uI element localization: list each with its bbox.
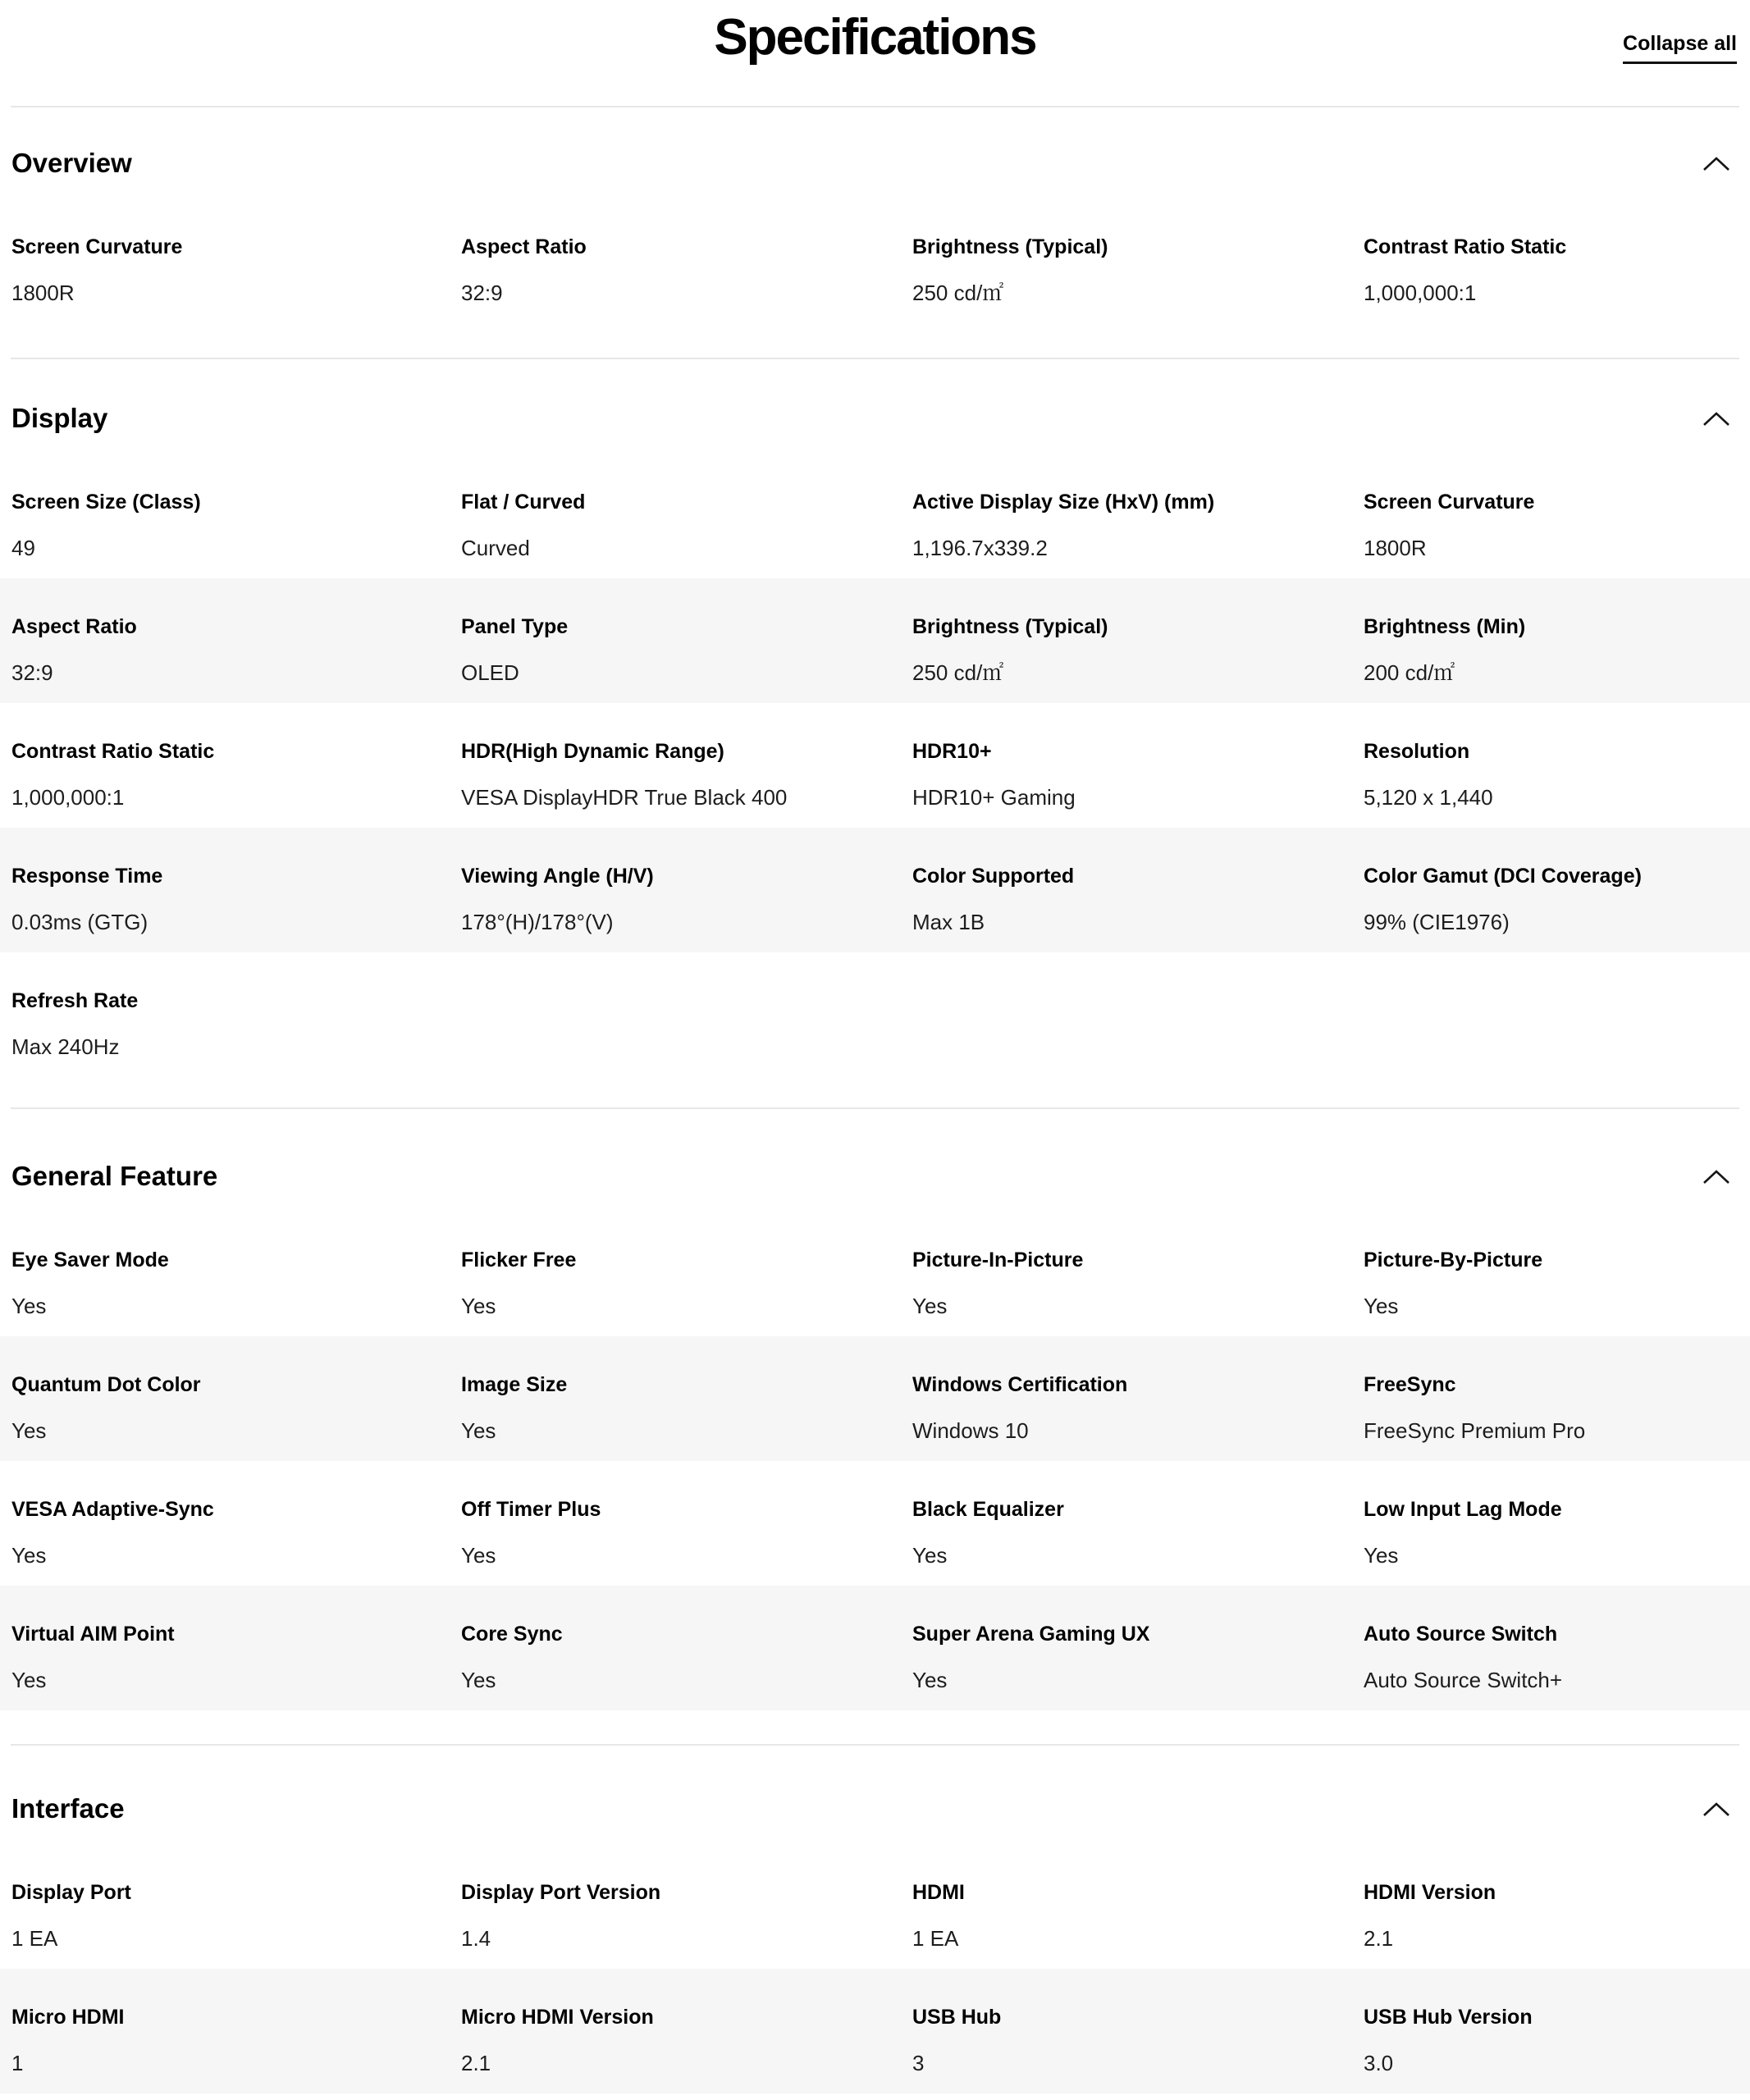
spec-row (0, 1844, 1750, 1969)
spec-cell (1364, 1372, 1739, 1461)
spec-value: Max 240Hz (11, 1034, 120, 1059)
spec-label: Screen Curvature (11, 235, 183, 258)
spec-value: OLED (461, 660, 519, 685)
spec-label: Flat / Curved (461, 491, 586, 514)
spec-label: Micro HDMI (11, 2006, 125, 2029)
spec-cell (461, 864, 912, 952)
section-header (0, 1162, 1750, 1190)
spec-label: Picture-By-Picture (1364, 1249, 1543, 1271)
spec-label: Panel Type (461, 615, 569, 638)
spec-label: Screen Curvature (1364, 491, 1535, 514)
spec-cell (912, 1880, 1364, 1969)
spec-cell (912, 1622, 1364, 1710)
specs-page-header (0, 0, 1750, 106)
spec-value: 200 cd/㎡ (1364, 660, 1455, 685)
spec-cell (461, 490, 912, 578)
spec-label: Contrast Ratio Static (1364, 235, 1567, 258)
spec-label: Resolution (1364, 740, 1470, 763)
spec-row (0, 578, 1750, 703)
spec-row (0, 1336, 1750, 1461)
spec-row (0, 1969, 1750, 2093)
spec-cell (11, 988, 461, 1077)
spec-value: 178°(H)/178°(V) (461, 910, 614, 934)
divider (11, 358, 1739, 359)
spec-value: VESA DisplayHDR True Black 400 (461, 785, 788, 810)
spec-label: Flicker Free (461, 1249, 577, 1271)
spec-cell (912, 2005, 1364, 2093)
spec-label: Eye Saver Mode (11, 1249, 169, 1271)
spec-label: Virtual AIM Point (11, 1623, 175, 1646)
section-title: General Feature (11, 1161, 218, 1191)
spec-label: Brightness (Typical) (912, 235, 1108, 258)
spec-value: 1 (11, 2051, 24, 2075)
spec-cell (912, 614, 1364, 703)
spec-value: 5,120 x 1,440 (1364, 785, 1493, 810)
collapse-section-button[interactable] (1702, 1169, 1730, 1185)
spec-cell (1364, 2005, 1739, 2093)
spec-row (0, 828, 1750, 952)
chevron-up-icon (1702, 1801, 1730, 1817)
spec-value: Yes (912, 1543, 948, 1568)
spec-value: 1 EA (11, 1926, 58, 1951)
spec-cell (461, 235, 912, 323)
spec-cell (11, 1880, 461, 1969)
chevron-up-icon (1702, 1169, 1730, 1185)
spec-cell (912, 1248, 1364, 1336)
spec-cell (461, 1248, 912, 1336)
spec-row (0, 703, 1750, 828)
spec-value: 2.1 (461, 2051, 491, 2075)
spec-label: Picture-In-Picture (912, 1249, 1084, 1271)
collapse-section-button[interactable] (1702, 411, 1730, 427)
spec-cell (912, 235, 1364, 323)
spec-row (0, 199, 1750, 323)
spec-cell (11, 235, 461, 323)
spec-label: USB Hub (912, 2006, 1002, 2029)
spec-row (0, 454, 1750, 578)
spec-cell (461, 1880, 912, 1969)
spec-label: Color Gamut (DCI Coverage) (1364, 865, 1642, 888)
spec-cell (1364, 864, 1739, 952)
section-title: Overview (11, 148, 132, 178)
spec-value: 1.4 (461, 1926, 491, 1951)
spec-value: Yes (11, 1418, 47, 1443)
divider (11, 106, 1739, 107)
spec-value: FreeSync Premium Pro (1364, 1418, 1586, 1443)
spec-cell (461, 1372, 912, 1461)
spec-cell (1364, 614, 1739, 703)
spec-cell (461, 2005, 912, 2093)
spec-label: Contrast Ratio Static (11, 740, 215, 763)
spec-value: 1800R (11, 281, 75, 305)
spec-cell (11, 490, 461, 578)
spec-cell (11, 1622, 461, 1710)
spec-cell (1364, 1497, 1739, 1586)
spec-label: Quantum Dot Color (11, 1373, 201, 1396)
spec-label: Low Input Lag Mode (1364, 1498, 1562, 1521)
spec-cell (1364, 1622, 1739, 1710)
spec-label: Response Time (11, 865, 163, 888)
spec-label: Display Port Version (461, 1881, 661, 1904)
page-title: Specifications (714, 9, 1036, 66)
spec-row (0, 1461, 1750, 1586)
spec-value: 1,000,000:1 (11, 785, 125, 810)
spec-value: 1,196.7x339.2 (912, 536, 1048, 560)
spec-value: Yes (912, 1294, 948, 1318)
spec-cell (461, 1497, 912, 1586)
spec-rows (0, 199, 1750, 323)
spec-value: Auto Source Switch+ (1364, 1668, 1563, 1692)
spec-cell (1364, 1880, 1739, 1969)
spec-label: Micro HDMI Version (461, 2006, 654, 2029)
spec-cell (461, 739, 912, 828)
spec-label: HDMI (912, 1881, 965, 1904)
spec-value: Yes (912, 1668, 948, 1692)
spec-label: Active Display Size (HxV) (mm) (912, 491, 1215, 514)
spec-label: Color Supported (912, 865, 1075, 888)
spec-rows (0, 454, 1750, 1077)
section-header (0, 149, 1750, 177)
spec-rows (0, 1212, 1750, 1710)
spec-cell (461, 614, 912, 703)
spec-value: 2.1 (1364, 1926, 1394, 1951)
spec-cell (11, 1372, 461, 1461)
section-interface (0, 1795, 1750, 2093)
spec-value: Yes (11, 1543, 47, 1568)
spec-value: 99% (CIE1976) (1364, 910, 1510, 934)
chevron-up-icon (1702, 156, 1730, 171)
spec-rows (0, 1844, 1750, 2093)
spec-value: Curved (461, 536, 530, 560)
spec-value: 3.0 (1364, 2051, 1394, 2075)
spec-value: 1 EA (912, 1926, 959, 1951)
spec-value: 250 cd/㎡ (912, 660, 1004, 685)
spec-cell (1364, 1248, 1739, 1336)
spec-cell (1364, 739, 1739, 828)
section-header (0, 1795, 1750, 1823)
spec-label: Viewing Angle (H/V) (461, 865, 654, 888)
spec-row (0, 1212, 1750, 1336)
section-title: Interface (11, 1793, 125, 1824)
spec-value: Yes (461, 1418, 496, 1443)
spec-cell (11, 1248, 461, 1336)
divider (11, 1107, 1739, 1109)
spec-cell (912, 1497, 1364, 1586)
spec-value: Yes (461, 1543, 496, 1568)
section-title: Display (11, 403, 108, 433)
spec-value: Yes (1364, 1543, 1399, 1568)
spec-label: Super Arena Gaming UX (912, 1623, 1150, 1646)
spec-cell (11, 614, 461, 703)
section-general-feature (0, 1162, 1750, 1710)
spec-label: Aspect Ratio (461, 235, 587, 258)
chevron-up-icon (1702, 411, 1730, 427)
spec-label: Display Port (11, 1881, 131, 1904)
spec-value: 1800R (1364, 536, 1427, 560)
spec-row (0, 1586, 1750, 1710)
section-header (0, 404, 1750, 432)
section-display (0, 404, 1750, 1077)
spec-value: Windows 10 (912, 1418, 1029, 1443)
spec-label: Core Sync (461, 1623, 563, 1646)
spec-label: Windows Certification (912, 1373, 1128, 1396)
spec-cell (11, 739, 461, 828)
spec-label: Brightness (Min) (1364, 615, 1526, 638)
spec-label: USB Hub Version (1364, 2006, 1533, 2029)
spec-value: 32:9 (11, 660, 53, 685)
spec-value: Yes (11, 1294, 47, 1318)
spec-cell (912, 490, 1364, 578)
spec-label: Screen Size (Class) (11, 491, 201, 514)
spec-cell (912, 1372, 1364, 1461)
spec-value: Yes (461, 1294, 496, 1318)
spec-label: HDMI Version (1364, 1881, 1496, 1904)
spec-value: 1,000,000:1 (1364, 281, 1477, 305)
spec-label: Auto Source Switch (1364, 1623, 1558, 1646)
spec-value: Yes (11, 1668, 47, 1692)
divider (11, 1744, 1739, 1746)
spec-row (0, 952, 1750, 1077)
spec-value: 49 (11, 536, 35, 560)
spec-cell (461, 1622, 912, 1710)
spec-label: Black Equalizer (912, 1498, 1064, 1521)
spec-label: Brightness (Typical) (912, 615, 1108, 638)
spec-value: 0.03ms (GTG) (11, 910, 148, 934)
collapse-section-button[interactable] (1702, 1801, 1730, 1817)
spec-cell (11, 2005, 461, 2093)
spec-label: FreeSync (1364, 1373, 1456, 1396)
spec-value: Max 1B (912, 910, 985, 934)
collapse-all-button[interactable]: Collapse all (1623, 31, 1737, 64)
spec-cell (912, 739, 1364, 828)
spec-label: Refresh Rate (11, 989, 139, 1012)
spec-cell (11, 1497, 461, 1586)
spec-value: 3 (912, 2051, 925, 2075)
spec-cell (11, 864, 461, 952)
section-overview (0, 149, 1750, 323)
spec-label: HDR(High Dynamic Range) (461, 740, 724, 763)
spec-label: Off Timer Plus (461, 1498, 601, 1521)
spec-label: Aspect Ratio (11, 615, 137, 638)
collapse-section-button[interactable] (1702, 156, 1730, 171)
spec-label: Image Size (461, 1373, 568, 1396)
spec-value: Yes (461, 1668, 496, 1692)
spec-cell (912, 864, 1364, 952)
spec-value: Yes (1364, 1294, 1399, 1318)
spec-label: HDR10+ (912, 740, 992, 763)
spec-cell (1364, 235, 1739, 323)
spec-value: 250 cd/㎡ (912, 281, 1004, 305)
spec-label: VESA Adaptive-Sync (11, 1498, 214, 1521)
spec-value: HDR10+ Gaming (912, 785, 1076, 810)
spec-value: 32:9 (461, 281, 503, 305)
spec-cell (1364, 490, 1739, 578)
